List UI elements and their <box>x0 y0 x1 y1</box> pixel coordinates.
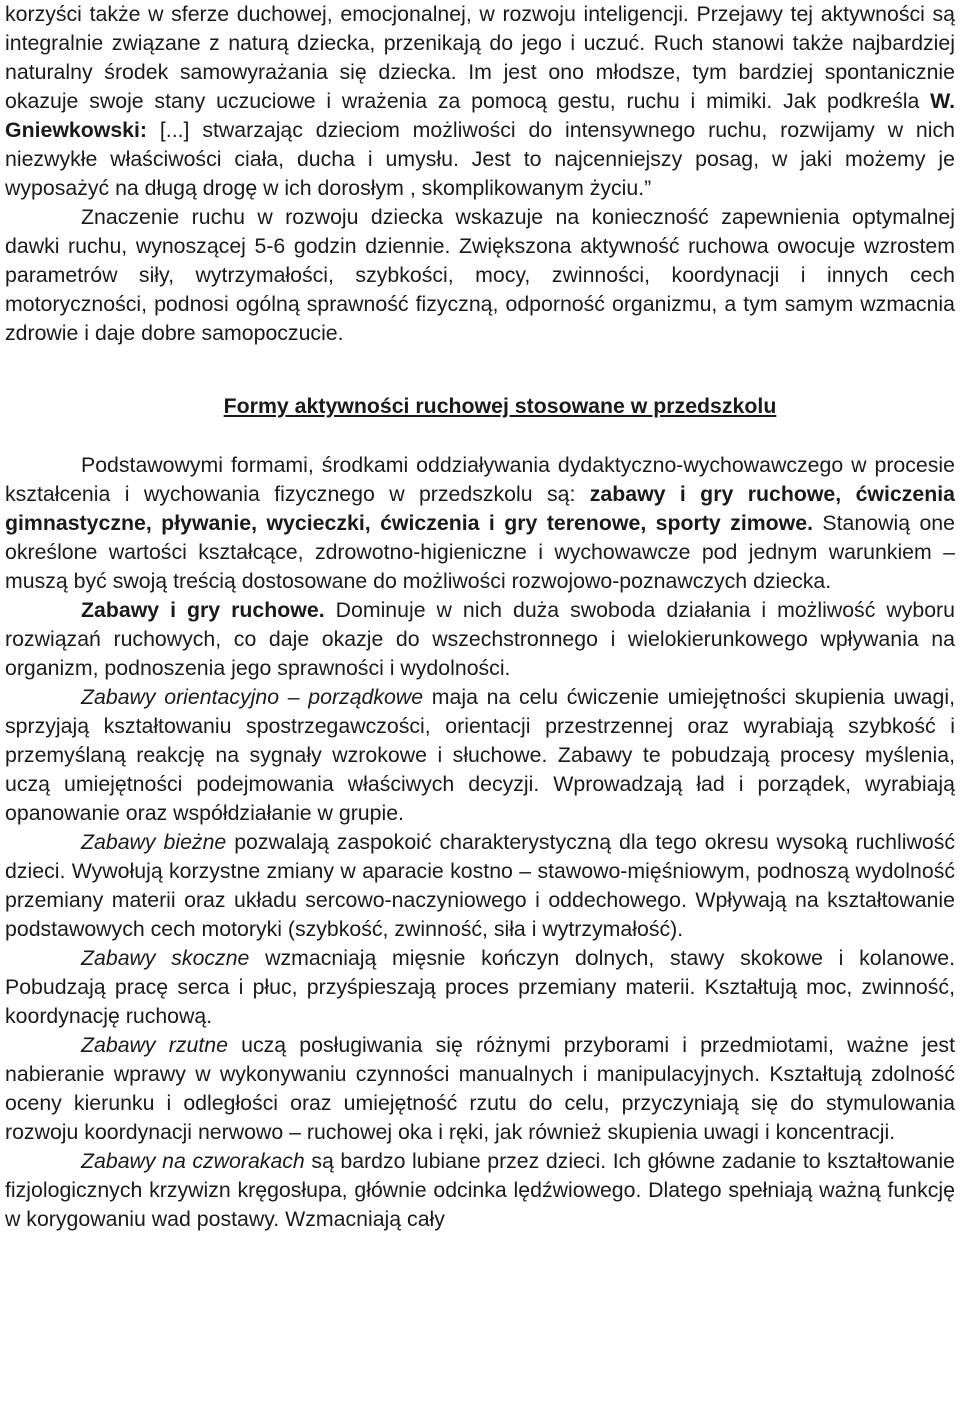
term-italic: Zabawy skoczne <box>81 946 250 970</box>
term-italic: Zabawy orientacyjno – porządkowe <box>81 685 424 709</box>
paragraph-text: Stanowią one określone wartości kształcące, zdrowotno-higieniczne i wychowawcze pod jednym warunkiem – muszą być swoją treścią dostosowane do możliwości rozwojowo-poznawczych dziecka. <box>5 511 955 593</box>
paragraph-text: [...] stwarzając dzieciom możliwości do intensywnego ruchu, rozwijamy w nich niezwykłe właściwości ciała, ducha i umysłu. Jest to najcenniejszy posag, w jaki możemy je wyposażyć na długą drogę w ich dorosłym , skomplikowanym życiu.” <box>5 118 955 200</box>
paragraph-throwing-games <box>5 1031 955 1147</box>
paragraph-running-games <box>5 828 955 944</box>
forms-list: zabawy i gry ruchowe, ćwiczenia gimnastyczne, pływanie, wycieczki, ćwiczenia i gry terenowe, sporty zimowe. <box>5 482 955 535</box>
paragraph-jumping-games <box>5 944 955 1031</box>
section-heading: Formy aktywności ruchowej stosowane w przedszkolu <box>223 394 777 418</box>
paragraph-games <box>5 596 955 683</box>
term-italic: Zabawy rzutne <box>81 1033 228 1057</box>
author-name: W. Gniewkowski: <box>5 89 955 142</box>
term-italic: Zabawy na czworakach <box>81 1149 305 1173</box>
document-page <box>5 0 955 1234</box>
paragraph-text: Dominuje w nich duża swoboda działania i możliwość wyboru rozwiązań ruchowych, co daje okazje do wszechstronnego i wielokierunkowego wpływania na organizm, podnoszenia jego sprawności i wydolności. <box>5 598 955 680</box>
paragraph-text: pozwalają zaspokoić charakterystyczną dla tego okresu wysoką ruchliwość dzieci. Wywołują korzystne zmiany w aparacie kostno – stawowo-mięśniowym, podnoszą wydolność przemiany materii oraz układu sercowo-naczyniowego i oddechowego. Wpływają na kształtowanie podstawowych cech motoryki (szybkość, zwinność, siła i wytrzymałość). <box>5 830 955 941</box>
paragraph-text: maja na celu ćwiczenie umiejętności skupienia uwagi, sprzyjają kształtowaniu spostrzegawczości, orientacji przestrzennej oraz wyrabiają szybkość i przemyślaną reakcję na sygnały wzrokowe i słuchowe. Zabawy te pobudzają procesy myślenia, uczą umiejętności podejmowania właściwych decyzji. Wprowadzają ład i porządek, wyrabiają opanowanie oraz współdziałanie w grupie. <box>5 685 955 825</box>
spacer <box>5 421 955 451</box>
term-italic: Zabawy bieżne <box>81 830 227 854</box>
paragraph-text: wzmacniają mięsnie kończyn dolnych, stawy skokowe i kolanowe. Pobudzają pracę serca i płuc, przyśpieszają proces przemiany materii. Kształtują moc, zwinność, koordynację ruchową. <box>5 946 955 1028</box>
paragraph-text: są bardzo lubiane przez dzieci. Ich główne zadanie to kształtowanie fizjologicznych krzywizn kręgosłupa, głównie odcinka lędźwiowego. Dlatego spełniają ważną funkcję w korygowaniu wad postawy. Wzmacniają cały <box>5 1149 955 1231</box>
paragraph-text: Podstawowymi formami, środkami oddziaływania dydaktyczno-wychowawczego w procesie kształcenia i wychowania fizycznego w przedszkolu są: <box>5 453 955 506</box>
paragraph-text: korzyści także w sferze duchowej, emocjonalnej, w rozwoju inteligencji. Przejawy tej aktywności są integralnie związane z naturą dziecka, przenikają do jego i uczuć. Ruch stanowi także najbardziej naturalny środek samowyrażania się dziecka. Im jest ono młodsze, tym bardziej spontanicznie okazuje swoje stany uczuciowe i wrażenia za pomocą gestu, ruchu i mimiki. Jak podkreśla <box>5 2 955 113</box>
term-bold: Zabawy i gry ruchowe. <box>81 598 325 622</box>
paragraph-movement-importance: Znaczenie ruchu w rozwoju dziecka wskazuje na konieczność zapewnienia optymalnej dawki ruchu, wynoszącej 5-6 godzin dziennie. Zwiększona aktywność ruchowa owocuje wzrostem parametrów siły, wytrzymałości, szybkości, mocy, zwinności, koordynacji i innych cech motoryczności, podnosi ogólną sprawność fizyczną, odporność organizmu, a tym samym wzmacnia zdrowie i daje dobre samopoczucie. <box>5 205 955 345</box>
paragraph-orientation-games <box>5 683 955 828</box>
paragraph-crawling-games <box>5 1147 955 1234</box>
paragraph-benefits <box>5 0 955 203</box>
paragraph-text: uczą posługiwania się różnymi przyborami i przedmiotami, ważne jest nabieranie wprawy w wykonywaniu czynności manualnych i manipulacyjnych. Kształtują zdolność oceny kierunku i odległości oraz umiejętność rzutu do celu, przyczyniają się do stymulowania rozwoju koordynacji nerwowo – ruchowej oka i ręki, jak również skupienia uwagi i koncentracji. <box>5 1033 955 1144</box>
paragraph-basic-forms <box>5 451 955 596</box>
spacer <box>5 348 955 392</box>
